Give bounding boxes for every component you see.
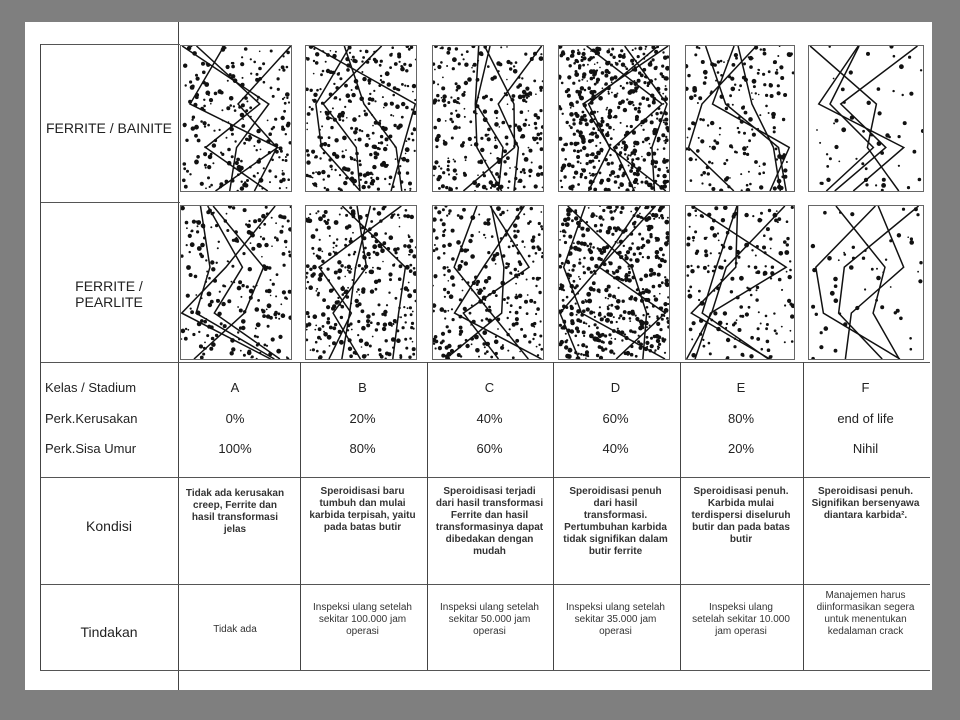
cell-kondisi: Speroidisasi penuh. Karbida mulai terdispersi diseluruh butir dan pada batas butir	[691, 486, 791, 545]
cell-tindakan: Inspeksi ulang setelah sekitar 100.000 jam operasi	[313, 602, 412, 637]
micrograph-img1	[685, 45, 795, 192]
cell-kondisi: Tidak ada kerusakan creep, Ferrite dan hasil transformasi jelas	[185, 488, 285, 535]
divider	[40, 670, 930, 671]
cell-sisa: 60%	[476, 441, 503, 456]
row-label-sisa: Perk.Sisa Umur	[45, 441, 137, 456]
cell-kerusakan: 0%	[225, 411, 245, 426]
cell-sisa: 100%	[218, 441, 252, 456]
micrograph-img2	[808, 205, 924, 360]
micrograph-img1	[180, 45, 292, 192]
cell-sisa: 80%	[349, 441, 376, 456]
divider	[178, 22, 179, 690]
cell-kelas: C	[484, 380, 495, 395]
micrograph-img2	[180, 205, 292, 360]
cell-kerusakan: 40%	[476, 411, 503, 426]
cell-tindakan: Inspeksi ulang setelah sekitar 35.000 jam operasi	[566, 602, 665, 637]
divider	[40, 362, 930, 363]
cell-kondisi: Speroidisasi terjadi dari hasil transformasi Ferrite dan hasil transformasinya dapat dibedakan dengan mudah	[435, 486, 544, 557]
cell-kondisi: Speroidisasi penuh. Signifikan bersenyawa diantara karbida².	[811, 486, 920, 521]
micrograph-img2	[685, 205, 795, 360]
micrograph-img2	[432, 205, 544, 360]
micrograph-img2	[558, 205, 670, 360]
cell-kelas: F	[861, 380, 870, 395]
cell-kerusakan: end of life	[837, 411, 894, 426]
cell-kondisi: Speroidisasi baru tumbuh dan mulai karbida terpisah, yaitu pada batas butir	[309, 486, 416, 533]
micrograph-img1	[808, 45, 924, 192]
cell-tindakan: Tidak ada	[213, 624, 257, 635]
row-label-kerusakan: Perk.Kerusakan	[45, 411, 138, 426]
divider	[40, 44, 41, 670]
cell-tindakan: Inspeksi ulang setelah sekitar 10.000 jam operasi	[692, 602, 790, 637]
divider	[40, 584, 930, 585]
cell-kerusakan: 20%	[349, 411, 376, 426]
micrograph-img2	[305, 205, 417, 360]
row-label-ferrite-pearlite: FERRITE / PEARLITE	[75, 278, 143, 310]
cell-kelas: A	[230, 380, 240, 395]
cell-kelas: D	[610, 380, 621, 395]
cell-kerusakan: 80%	[727, 411, 755, 426]
row-label-ferrite-bainite: FERRITE / BAINITE	[45, 120, 172, 136]
row-label-kelas: Kelas / Stadium	[45, 380, 137, 395]
cell-sisa: 20%	[727, 441, 755, 456]
micrograph-img1	[558, 45, 670, 192]
micrograph-img1	[305, 45, 417, 192]
row-label-tindakan: Tindakan	[80, 624, 138, 640]
document-page	[25, 22, 932, 690]
cell-tindakan: Inspeksi ulang setelah sekitar 50.000 jam operasi	[440, 602, 539, 637]
divider	[40, 202, 180, 203]
divider	[40, 44, 180, 45]
micrograph-img1	[432, 45, 544, 192]
cell-kondisi: Speroidisasi penuh dari hasil transformasi. Pertumbuhan karbida tidak signifikan dalam butir ferrite	[563, 486, 668, 557]
cell-sisa: 40%	[602, 441, 629, 456]
row-label-kondisi: Kondisi	[86, 518, 132, 534]
cell-kelas: B	[358, 380, 367, 395]
cell-tindakan: Manajemen harus diinformasikan segera untuk menentukan kedalaman crack	[816, 590, 915, 637]
cell-kelas: E	[736, 380, 746, 395]
cell-kerusakan: 60%	[602, 411, 629, 426]
divider	[40, 477, 930, 478]
cell-sisa: Nihil	[852, 441, 879, 456]
